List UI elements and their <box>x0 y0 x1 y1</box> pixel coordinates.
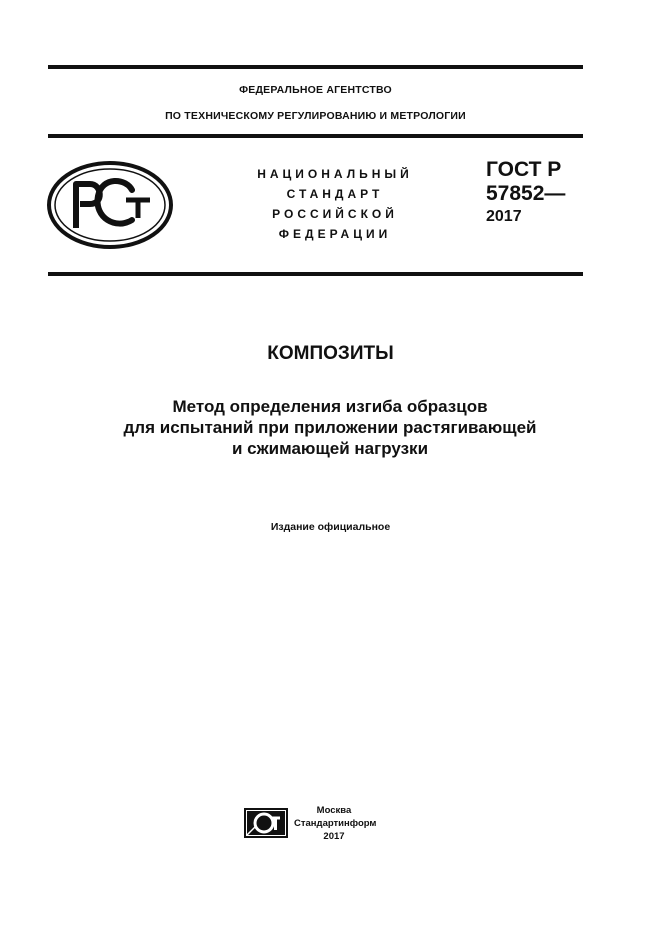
agency-name-line-1: ФЕДЕРАЛЬНОЕ АГЕНТСТВО <box>239 84 392 96</box>
gost-number: 57852— <box>486 182 566 205</box>
national-line-1: НАЦИОНАЛЬНЫЙ <box>257 167 413 181</box>
gost-designation <box>486 158 565 228</box>
top-divider <box>48 65 583 69</box>
national-line-2: СТАНДАРТ <box>286 187 384 201</box>
subtitle-line-3: и сжимающей нагрузки <box>231 439 429 458</box>
document-title: КОМПОЗИТЫ <box>267 343 394 364</box>
subtitle-line-1: Метод определения изгиба образцов <box>172 397 488 416</box>
agency-name-line-2: ПО ТЕХНИЧЕСКОМУ РЕГУЛИРОВАНИЮ И МЕТРОЛОГИИ <box>165 110 466 122</box>
national-line-3: РОССИЙСКОЙ <box>272 207 398 221</box>
subtitle-line-2: для испытаний при приложении растягивающей <box>123 418 537 437</box>
header-divider <box>48 134 583 138</box>
standard-divider <box>48 272 583 276</box>
national-line-4: ФЕДЕРАЦИИ <box>278 227 392 241</box>
standartinform-logo-icon <box>244 808 288 838</box>
publisher-city: Москва <box>316 805 352 816</box>
publisher-info <box>294 804 377 843</box>
publisher-name: Стандартинформ <box>294 818 377 829</box>
rst-certification-mark-icon <box>46 160 174 250</box>
edition-label: Издание официальное <box>270 521 391 533</box>
document-subtitle <box>40 396 620 459</box>
gost-year: 2017 <box>486 208 522 225</box>
publisher-year: 2017 <box>323 831 345 842</box>
gost-code: ГОСТ Р <box>486 158 562 181</box>
